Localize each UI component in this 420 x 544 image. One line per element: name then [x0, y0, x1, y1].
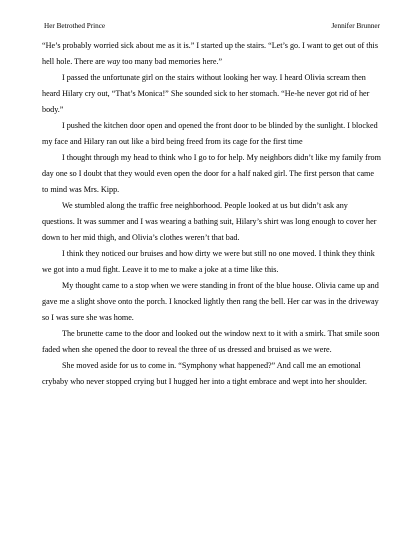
paragraph-text: “He’s probably worried sick about me as it is.” I started up the stairs. “Let’s go. I want to get out of this hell hole. There are — [42, 41, 378, 66]
paragraph: We stumbled along the traffic free neighborhood. People looked at us but didn’t ask any questions. It was summer and I was wearing a bathing suit, Hilary’s shirt was long enough to cover her down to her mid thigh, and Olivia’s clothes weren’t that bad. — [42, 201, 377, 242]
paragraph: My thought came to a stop when we were standing in front of the blue house. Olivia came up and gave me a slight shove onto the porch. I knocked lightly then rang the bell. Her car was in the driveway so I was sure she was home. — [42, 281, 379, 322]
emphasis-text: way — [107, 57, 121, 66]
paragraph: I think they noticed our bruises and how dirty we were but still no one moved. I think they think we got into a mud fight. Leave it to me to make a joke at a time like this. — [42, 249, 375, 274]
paragraph: I thought through my head to think who I go to for help. My neighbors didn’t like my family from day one so I doubt that they would even open the door for a half naked girl. The first person that came to mind was Mrs. Kipp. — [42, 153, 381, 194]
running-header — [44, 20, 380, 32]
paragraph-text: too many bad memories here.” — [120, 57, 223, 66]
author-name: Jennifer Brunner — [331, 22, 380, 30]
book-title: Her Betrothed Prince — [44, 22, 106, 30]
paragraph: She moved aside for us to come in. “Symphony what happened?” And call me an emotional crybaby who never stopped crying but I hugged her into a tight embrace and wept into her shoulder. — [42, 361, 367, 386]
paragraph — [42, 38, 382, 70]
paragraph: I passed the unfortunate girl on the stairs without looking her way. I heard Olivia scream then heard Hilary cry out, “That’s Monica!” She sounded sick to her stomach. “He-he never got rid of her body.” — [42, 73, 370, 114]
paragraph: The brunette came to the door and looked out the window next to it with a smirk. That smile soon faded when she opened the door to reveal the three of us dressed and bruised as we were. — [42, 329, 380, 354]
body-text — [42, 38, 382, 390]
paragraph: I pushed the kitchen door open and opened the front door to be blinded by the sunlight. I blocked my face and Hilary ran out like a bird being freed from its cage for the first time — [42, 121, 378, 146]
